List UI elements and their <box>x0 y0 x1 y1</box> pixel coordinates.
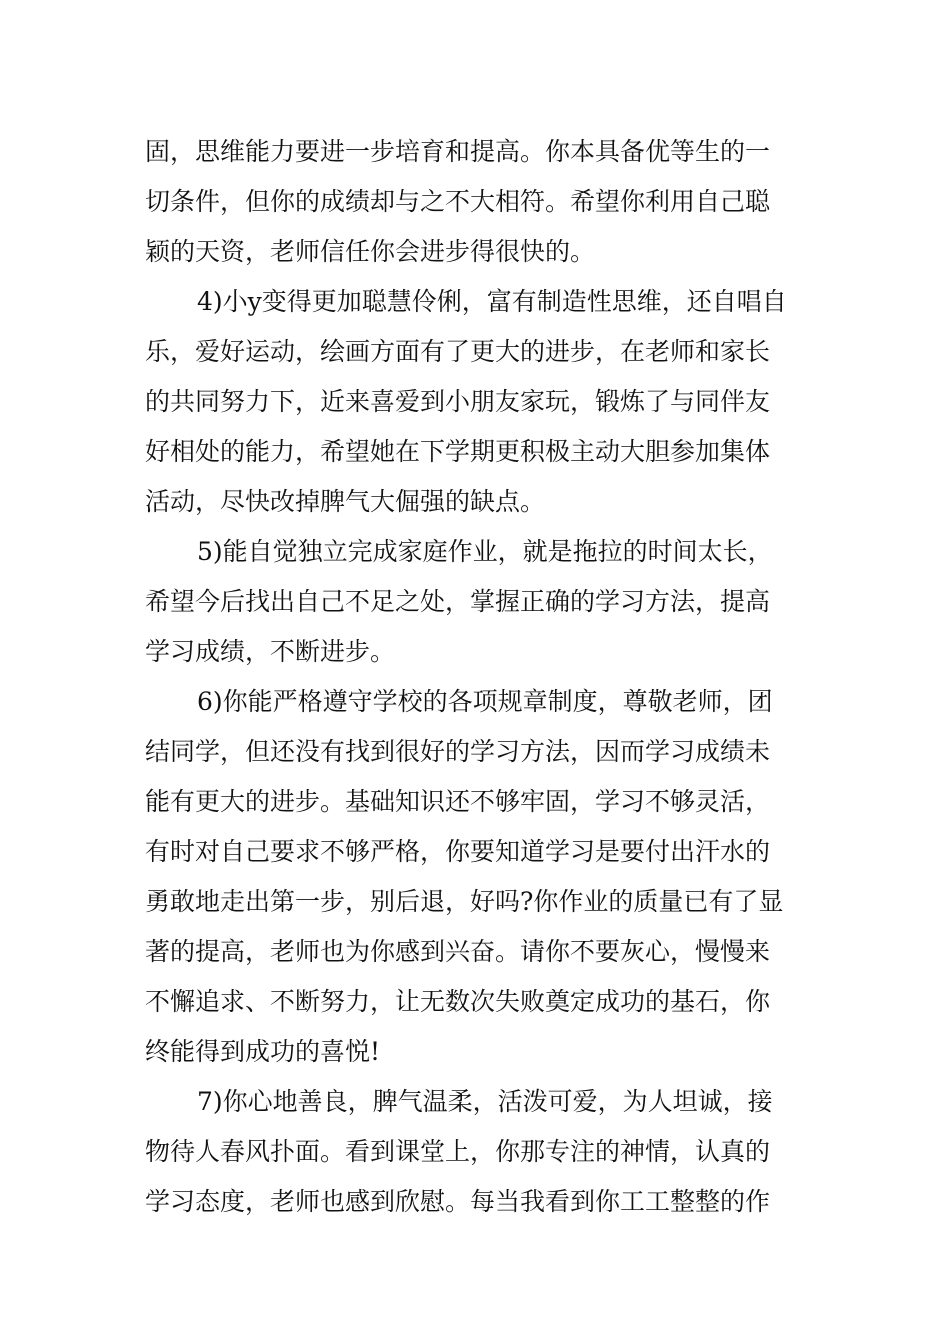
text-line: 学习态度，老师也感到欣慰。每当我看到你工工整整的作 <box>145 1187 771 1216</box>
paragraph-first-line: 7)你心地善良，脾气温柔，活泼可爱，为人坦诚，接 <box>197 1087 773 1116</box>
text-line: 结同学，但还没有找到很好的学习方法，因而学习成绩未 <box>145 737 771 766</box>
text-line: 物待人春风扑面。看到课堂上，你那专注的神情，认真的 <box>145 1137 771 1166</box>
text-line: 不懈追求、不断努力，让无数次失败奠定成功的基石，你 <box>145 987 771 1016</box>
paragraph-first-line: 4)小y变得更加聪慧伶俐，富有制造性思维，还自唱自 <box>197 287 787 316</box>
text-line: 希望今后找出自己不足之处，掌握正确的学习方法，提高 <box>145 587 771 616</box>
text-line: 固，思维能力要进一步培育和提高。你本具备优等生的一 <box>145 137 771 166</box>
paragraph-first-line: 6)你能严格遵守学校的各项规章制度，尊敬老师，团 <box>197 687 773 716</box>
text-line: 颖的天资，老师信任你会进步得很快的。 <box>145 237 596 266</box>
text-line: 乐，爱好运动，绘画方面有了更大的进步，在老师和家长 <box>145 337 771 366</box>
text-line: 好相处的能力，希望她在下学期更积极主动大胆参加集体 <box>145 437 771 466</box>
text-line: 的共同努力下，近来喜爱到小朋友家玩，锻炼了与同伴友 <box>145 387 771 416</box>
text-line: 终能得到成功的喜悦! <box>145 1037 381 1066</box>
text-line: 学习成绩，不断进步。 <box>145 637 396 666</box>
text-line: 勇敢地走出第一步，别后退，好吗?你作业的质量已有了显 <box>145 887 784 916</box>
document-body <box>145 127 810 1227</box>
paragraph-first-line: 5)能自觉独立完成家庭作业，就是拖拉的时间太长， <box>197 537 773 566</box>
text-line: 切条件，但你的成绩却与之不大相符。希望你利用自己聪 <box>145 187 771 216</box>
text-line: 活动，尽快改掉脾气大倔强的缺点。 <box>145 487 546 516</box>
text-line: 有时对自己要求不够严格，你要知道学习是要付出汗水的 <box>145 837 771 866</box>
text-line: 能有更大的进步。基础知识还不够牢固，学习不够灵活， <box>145 787 771 816</box>
text-line: 著的提高，老师也为你感到兴奋。请你不要灰心，慢慢来 <box>145 937 771 966</box>
